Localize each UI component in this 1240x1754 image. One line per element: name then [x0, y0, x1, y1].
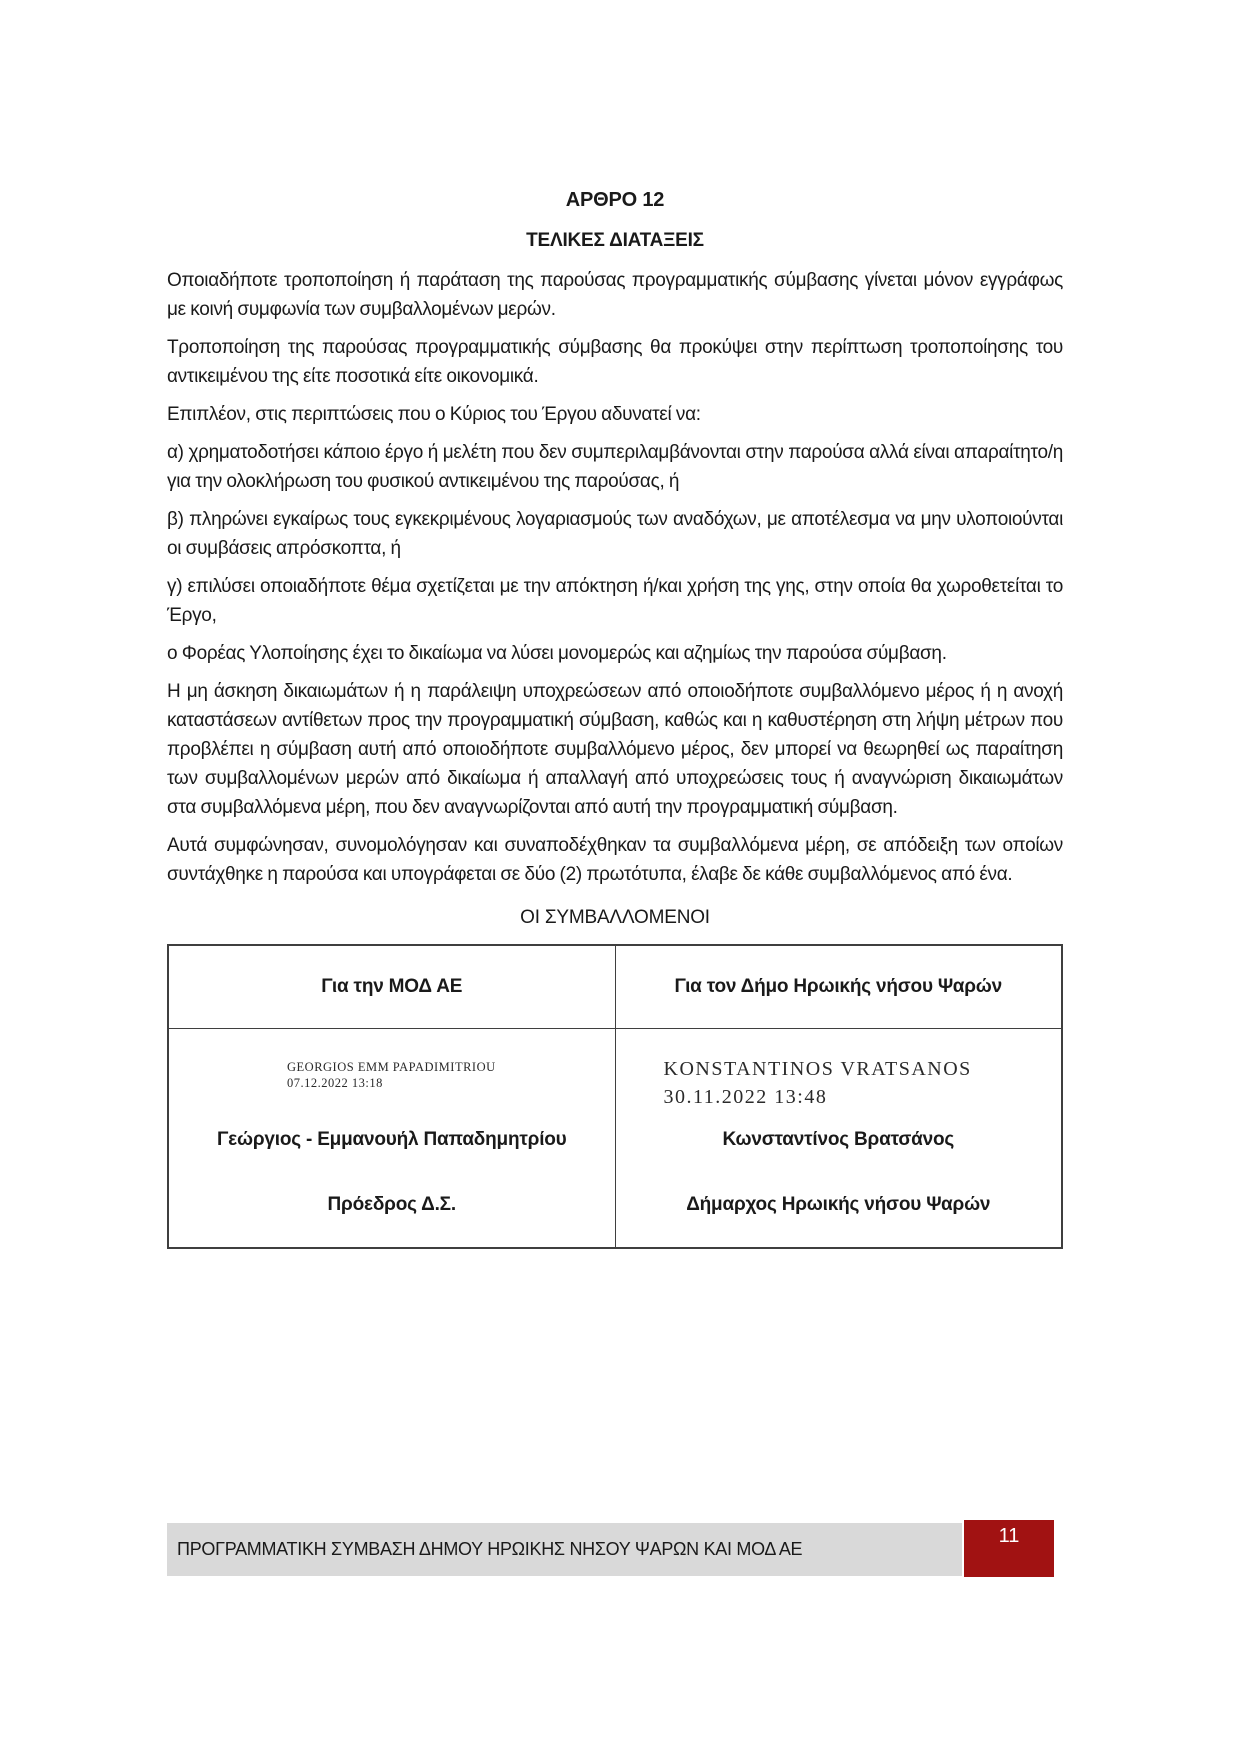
body-paragraph: Η μη άσκηση δικαιωμάτων ή η παράλειψη υποχρεώσεων από οποιοδήποτε συμβαλλόμενο μέρος ή η ανοχή καταστάσεων αντίθετων προς την προγραμματική σύμβαση, καθώς και η καθυστέρηση στη λήψη μέτρων που προβλέπει η σύμβαση αυτή από οποιοδήποτε συμβαλλόμενο μέρος, δεν μπορεί να θεωρηθεί ως παραίτηση των συμβαλλομένων μερών από δικαίωμα ή απαλλαγή από υποχρεώσεις τους ή αναγνώριση δικαιωμάτων στα συμβαλλόμενα μέρη, που δεν αναγνωρίζονται από αυτή την προγραμματική σύμβαση. — [167, 681, 1063, 818]
footer-text: ΠΡΟΓΡΑΜΜΑΤΙΚΗ ΣΥΜΒΑΣΗ ΔΗΜΟΥ ΗΡΩΙΚΗΣ ΝΗΣΟΥ ΨΑΡΩΝ ΚΑΙ ΜΟΔ ΑΕ — [177, 1539, 803, 1559]
signer-title-left: Πρόεδρος Δ.Σ. — [327, 1194, 456, 1215]
parties-heading: ΟΙ ΣΥΜΒΑΛΛΟΜΕΝΟΙ — [520, 907, 710, 928]
body-paragraph: Οποιαδήποτε τροποποίηση ή παράταση της παρούσας προγραμματικής σύμβασης γίνεται μόνον εγγράφως με κοινή συμφωνία των συμβαλλομένων μερών. — [167, 270, 1063, 320]
body-paragraph: Επιπλέον, στις περιπτώσεις που ο Κύριος του Έργου αδυνατεί να: — [167, 404, 701, 425]
document-body — [167, 186, 1063, 1249]
body-paragraph: β) πληρώνει εγκαίρως τους εγκεκριμένους λογαριασμούς των αναδόχων, με αποτέλεσμα να μην υλοποιούνται οι συμβάσεις απρόσκοπτα, ή — [167, 509, 1063, 559]
stamp-name: KONSTANTINOS VRATSANOS — [663, 1058, 972, 1080]
body-paragraph: ο Φορέας Υλοποίησης έχει το δικαίωμα να λύσει μονομερώς και αζημίως την παρούσα σύμβαση. — [167, 643, 947, 664]
page-number: 11 — [998, 1525, 1020, 1547]
digital-signature-stamp-right — [664, 1055, 972, 1111]
signature-cell-left — [168, 1029, 615, 1249]
footer-title-bar — [167, 1523, 962, 1576]
page-number-box — [964, 1520, 1054, 1577]
signature-header-left: Για την ΜΟΔ ΑΕ — [168, 945, 615, 1029]
article-title: ΑΡΘΡΟ 12 — [565, 189, 665, 211]
body-paragraph: α) χρηματοδοτήσει κάποιο έργο ή μελέτη που δεν συμπεριλαμβάνονται στην παρούσα αλλά είναι απαραίτητο/η για την ολοκλήρωση του φυσικού αντικειμένου της παρούσας, ή — [167, 442, 1063, 492]
signature-header-right: Για τον Δήμο Ηρωικής νήσου Ψαρών — [615, 945, 1062, 1029]
body-paragraph: γ) επιλύσει οποιαδήποτε θέμα σχετίζεται με την απόκτηση ή/και χρήση της γης, στην οποία θα χωροθετείται το Έργο, — [167, 576, 1063, 626]
signer-title-right: Δήμαρχος Ηρωικής νήσου Ψαρών — [686, 1194, 991, 1215]
signature-table-header-row — [168, 945, 1062, 1029]
body-paragraph: Τροποποίηση της παρούσας προγραμματικής σύμβασης θα προκύψει στην περίπτωση τροποποίησης του αντικειμένου της είτε ποσοτικά είτε οικονομικά. — [167, 337, 1063, 387]
stamp-datetime: 30.11.2022 13:48 — [663, 1086, 828, 1108]
stamp-datetime: 07.12.2022 13:18 — [287, 1076, 383, 1090]
signature-table-body-row — [168, 1029, 1062, 1249]
signer-name-left: Γεώργιος - Εμμανουήλ Παπαδημητρίου — [216, 1129, 567, 1150]
digital-signature-stamp-left — [287, 1059, 496, 1091]
signer-name-right: Κωνσταντίνος Βρατσάνος — [722, 1129, 955, 1150]
article-subtitle: ΤΕΛΙΚΕΣ ΔΙΑΤΑΞΕΙΣ — [526, 230, 704, 251]
stamp-name: GEORGIOS EMM PAPADIMITRIOU — [287, 1060, 496, 1074]
body-paragraph: Αυτά συμφώνησαν, συνομολόγησαν και συναποδέχθηκαν τα συμβαλλόμενα μέρη, σε απόδειξη των οποίων συντάχθηκε η παρούσα και υπογράφεται σε δύο (2) πρωτότυπα, έλαβε δε κάθε συμβαλλόμενος από ένα. — [167, 835, 1063, 885]
signature-cell-right — [615, 1029, 1062, 1249]
signature-table — [167, 944, 1063, 1249]
